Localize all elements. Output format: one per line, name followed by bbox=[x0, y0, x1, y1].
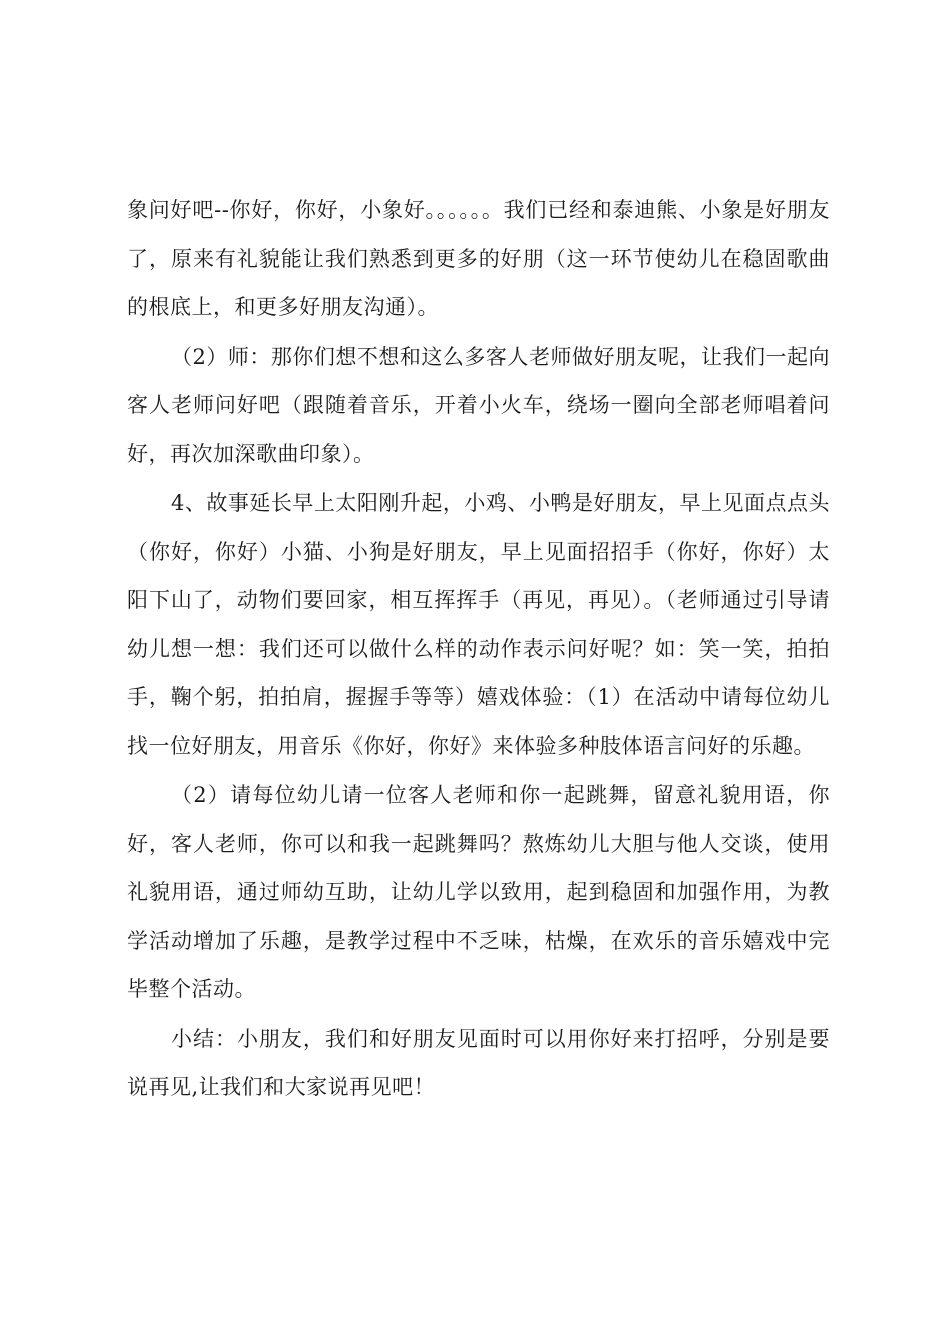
paragraph-story-extension: 4、故事延长早上太阳刚升起，小鸡、小鸭是好朋友，早上见面点点头（你好，你好）小猫、小狗是好朋友，早上见面招招手（你好，你好）太阳下山了，动物们要回家，相互挥挥手（再见，再见）。（老师通过引导请幼儿想一想：我们还可以做什么样的动作表示问好呢？如：笑一笑，拍拍手，鞠个躬，拍拍肩，握握手等等）嬉戏体验：（1）在活动中请每位幼儿找一位好朋友，用音乐《你好，你好》来体验多种肢体语言问好的乐趣。 bbox=[127, 491, 830, 758]
paragraph-continuation: 象问好吧--你好，你好，小象好。。。。。。我们已经和泰迪熊、小象是好朋友了，原来有礼貌能让我们熟悉到更多的好朋（这一环节使幼儿在稳固歌曲的根底上，和更多好朋友沟通）。 bbox=[127, 198, 830, 319]
paragraph-dance-activity: （2）请每位幼儿请一位客人老师和你一起跳舞，留意礼貌用语，你好，客人老师，你可以和我一起跳舞吗？熬炼幼儿大胆与他人交谈，使用礼貌用语，通过师幼互助，让幼儿学以致用，起到稳固和加强作用，为教学活动增加了乐趣，是教学过程中不乏味，枯燥，在欢乐的音乐嬉戏中完毕整个活动。 bbox=[127, 783, 830, 1001]
paragraph-teacher-greeting: （2）师：那你们想不想和这么多客人老师做好朋友呢，让我们一起向客人老师问好吧（跟随着音乐，开着小火车，绕场一圈向全部老师唱着问好，再次加深歌曲印象）。 bbox=[127, 344, 830, 466]
document-body bbox=[127, 186, 830, 1113]
paragraph-summary: 小结：小朋友，我们和好朋友见面时可以用你好来打招呼，分别是要说再见,让我们和大家说再见吧！ bbox=[127, 1026, 830, 1099]
